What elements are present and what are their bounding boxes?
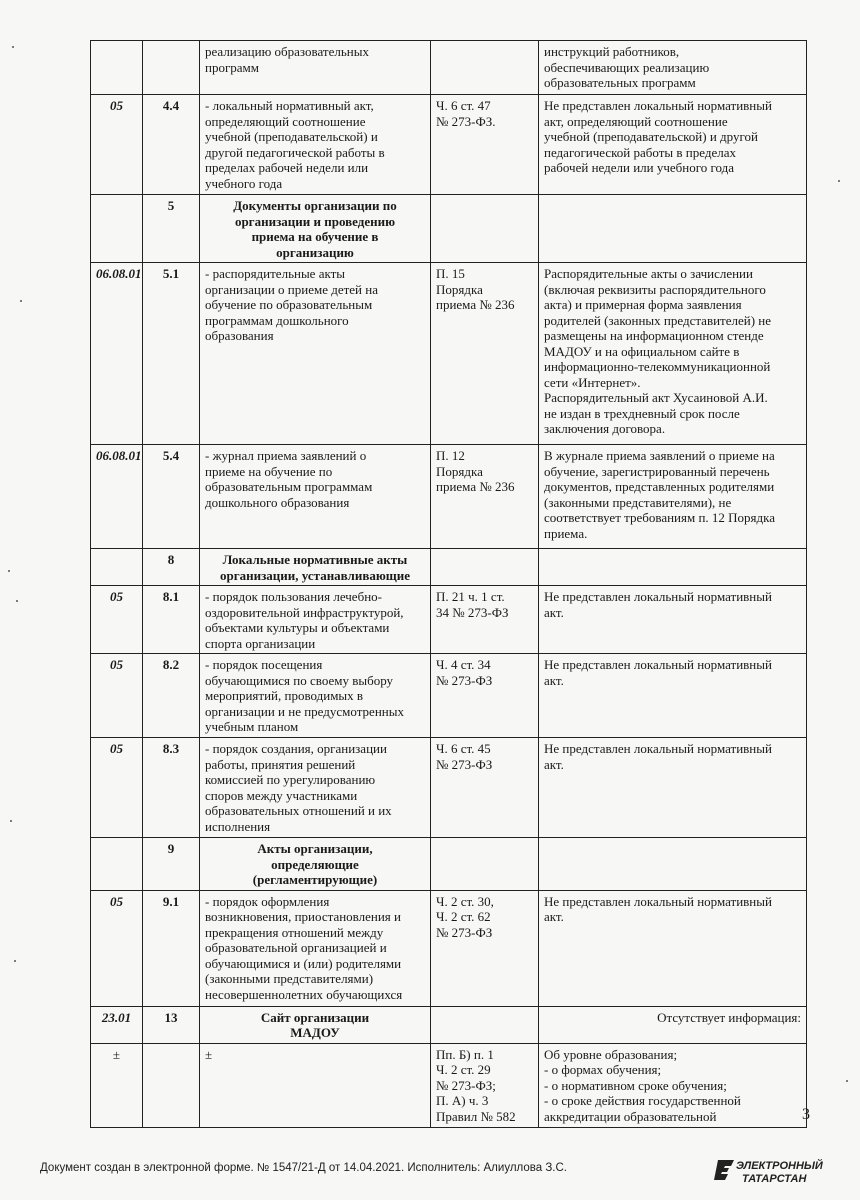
logo-line1: ЭЛЕКТРОННЫЙ bbox=[736, 1160, 823, 1172]
row-violation bbox=[539, 549, 807, 586]
row-violation: Не представлен локальный нормативный акт. bbox=[539, 890, 807, 1006]
table-row bbox=[91, 1043, 807, 1127]
row-number: 9.1 bbox=[143, 890, 200, 1006]
table-row bbox=[91, 95, 807, 195]
row-norm: Ч. 6 ст. 47 № 273-ФЗ. bbox=[431, 95, 539, 195]
footer-text: Документ создан в электронной форме. № 1547/21-Д от 14.04.2021. Исполнитель: Алиуллова З.С. bbox=[40, 1162, 567, 1174]
table-row bbox=[91, 41, 807, 95]
section-title: Акты организации, определяющие (регламентирующие) bbox=[200, 838, 431, 891]
table-row bbox=[91, 263, 807, 445]
row-norm: П. 21 ч. 1 ст. 34 № 273-ФЗ bbox=[431, 586, 539, 654]
row-norm bbox=[431, 41, 539, 95]
section-number: 5 bbox=[143, 195, 200, 263]
row-code: 06.08.01 bbox=[91, 263, 143, 445]
row-requirement: - локальный нормативный акт, определяющий соотношение учебной (преподавательской) и другой педагогической работы в пределах рабочей недели или учебного года bbox=[200, 95, 431, 195]
section-title: Локальные нормативные акты организации, устанавливающие bbox=[200, 549, 431, 586]
row-requirement: - порядок посещения обучающимися по своему выбору мероприятий, проводимых в организации и не предусмотренных учебным планом bbox=[200, 654, 431, 738]
row-number: 8.2 bbox=[143, 654, 200, 738]
table-row bbox=[91, 890, 807, 1006]
row-norm bbox=[431, 549, 539, 586]
row-norm: Ч. 2 ст. 30, Ч. 2 ст. 62 № 273-ФЗ bbox=[431, 890, 539, 1006]
row-code bbox=[91, 838, 143, 891]
row-requirement: - журнал приема заявлений о приеме на обучение по образовательным программам дошкольного образования bbox=[200, 445, 431, 549]
row-number: 5.1 bbox=[143, 263, 200, 445]
logo-line2: ТАТАРСТАН bbox=[742, 1173, 807, 1185]
row-violation: В журнале приема заявлений о приеме на обучение, зарегистрированный перечень документов, представленных родителями (законными представителями), не соответствует требованиям п. 12 Порядка приема. bbox=[539, 445, 807, 549]
table-row bbox=[91, 654, 807, 738]
row-norm: П. 15 Порядка приема № 236 bbox=[431, 263, 539, 445]
row-code: 05 bbox=[91, 95, 143, 195]
row-violation: Не представлен локальный нормативный акт. bbox=[539, 586, 807, 654]
table-row bbox=[91, 586, 807, 654]
row-code bbox=[91, 549, 143, 586]
row-violation: Распорядительные акты о зачислении (включая реквизиты распорядительного акта) и примерная форма заявления родителей (законных представителей) не размещены на информационном стенде МАДОУ и на официальном сайте в информационно-телекоммуникационной сети «Интернет». Распорядительный акт Хусаиновой А.И. не издан в трехдневный срок после заключения договора. bbox=[539, 263, 807, 445]
row-violation: Отсутствует информация: bbox=[539, 1006, 807, 1043]
row-violation bbox=[539, 838, 807, 891]
row-number bbox=[143, 1043, 200, 1127]
row-norm: Ч. 4 ст. 34 № 273-ФЗ bbox=[431, 654, 539, 738]
section-number: 9 bbox=[143, 838, 200, 891]
row-code bbox=[91, 195, 143, 263]
table-row bbox=[91, 445, 807, 549]
row-requirement: - порядок пользования лечебно- оздоровительной инфраструктурой, объектами культуры и объектами спорта организации bbox=[200, 586, 431, 654]
section-title: Документы организации по организации и проведению приема на обучение в организацию bbox=[200, 195, 431, 263]
row-norm: П. 12 Порядка приема № 236 bbox=[431, 445, 539, 549]
row-code: 05 bbox=[91, 890, 143, 1006]
row-norm: Пп. Б) п. 1 Ч. 2 ст. 29 № 273-ФЗ; П. А) ч. 3 Правил № 582 bbox=[431, 1043, 539, 1127]
section-title: Сайт организации МАДОУ bbox=[200, 1006, 431, 1043]
row-norm: Ч. 6 ст. 45 № 273-ФЗ bbox=[431, 738, 539, 838]
section-row bbox=[91, 838, 807, 891]
row-code: 05 bbox=[91, 654, 143, 738]
section-row bbox=[91, 549, 807, 586]
section-row bbox=[91, 195, 807, 263]
row-violation: Не представлен локальный нормативный акт. bbox=[539, 738, 807, 838]
row-requirement: - порядок оформления возникновения, приостановления и прекращения отношений между образовательной организацией и обучающимися и (или) родителями (законными представителями) несовершеннолетних обучающихся bbox=[200, 890, 431, 1006]
row-violation: Не представлен локальный нормативный акт, определяющий соотношение учебной (преподавательской) и другой педагогической работы в пределах рабочей недели или учебного года bbox=[539, 95, 807, 195]
row-code: ± bbox=[91, 1043, 143, 1127]
section-number: 13 bbox=[143, 1006, 200, 1043]
row-number: 8.3 bbox=[143, 738, 200, 838]
section-number: 8 bbox=[143, 549, 200, 586]
row-code: 23.01 bbox=[91, 1006, 143, 1043]
row-requirement: реализацию образовательных программ bbox=[200, 41, 431, 95]
row-requirement: - распорядительные акты организации о приеме детей на обучение по образовательным программам дошкольного образования bbox=[200, 263, 431, 445]
row-norm bbox=[431, 838, 539, 891]
section-row bbox=[91, 1006, 807, 1043]
electronic-tatarstan-logo bbox=[714, 1152, 834, 1192]
row-code: 05 bbox=[91, 586, 143, 654]
logo-mark-icon bbox=[714, 1160, 734, 1180]
row-requirement: ± bbox=[200, 1043, 431, 1127]
row-number: 5.4 bbox=[143, 445, 200, 549]
document-table bbox=[90, 40, 806, 1128]
row-code bbox=[91, 41, 143, 95]
row-code: 05 bbox=[91, 738, 143, 838]
row-norm bbox=[431, 1006, 539, 1043]
row-norm bbox=[431, 195, 539, 263]
row-number bbox=[143, 41, 200, 95]
row-violation bbox=[539, 195, 807, 263]
row-violation: Не представлен локальный нормативный акт. bbox=[539, 654, 807, 738]
row-code: 06.08.01 bbox=[91, 445, 143, 549]
row-violation: инструкций работников, обеспечивающих реализацию образовательных программ bbox=[539, 41, 807, 95]
row-violation: Об уровне образования; - о формах обучения; - о нормативном сроке обучения; - о сроке действия государственной аккредитации образовательной bbox=[539, 1043, 807, 1127]
row-number: 4.4 bbox=[143, 95, 200, 195]
row-requirement: - порядок создания, организации работы, принятия решений комиссией по урегулированию споров между участниками образовательных отношений и их исполнения bbox=[200, 738, 431, 838]
table-row bbox=[91, 738, 807, 838]
page-number: 3 bbox=[802, 1106, 810, 1123]
row-number: 8.1 bbox=[143, 586, 200, 654]
